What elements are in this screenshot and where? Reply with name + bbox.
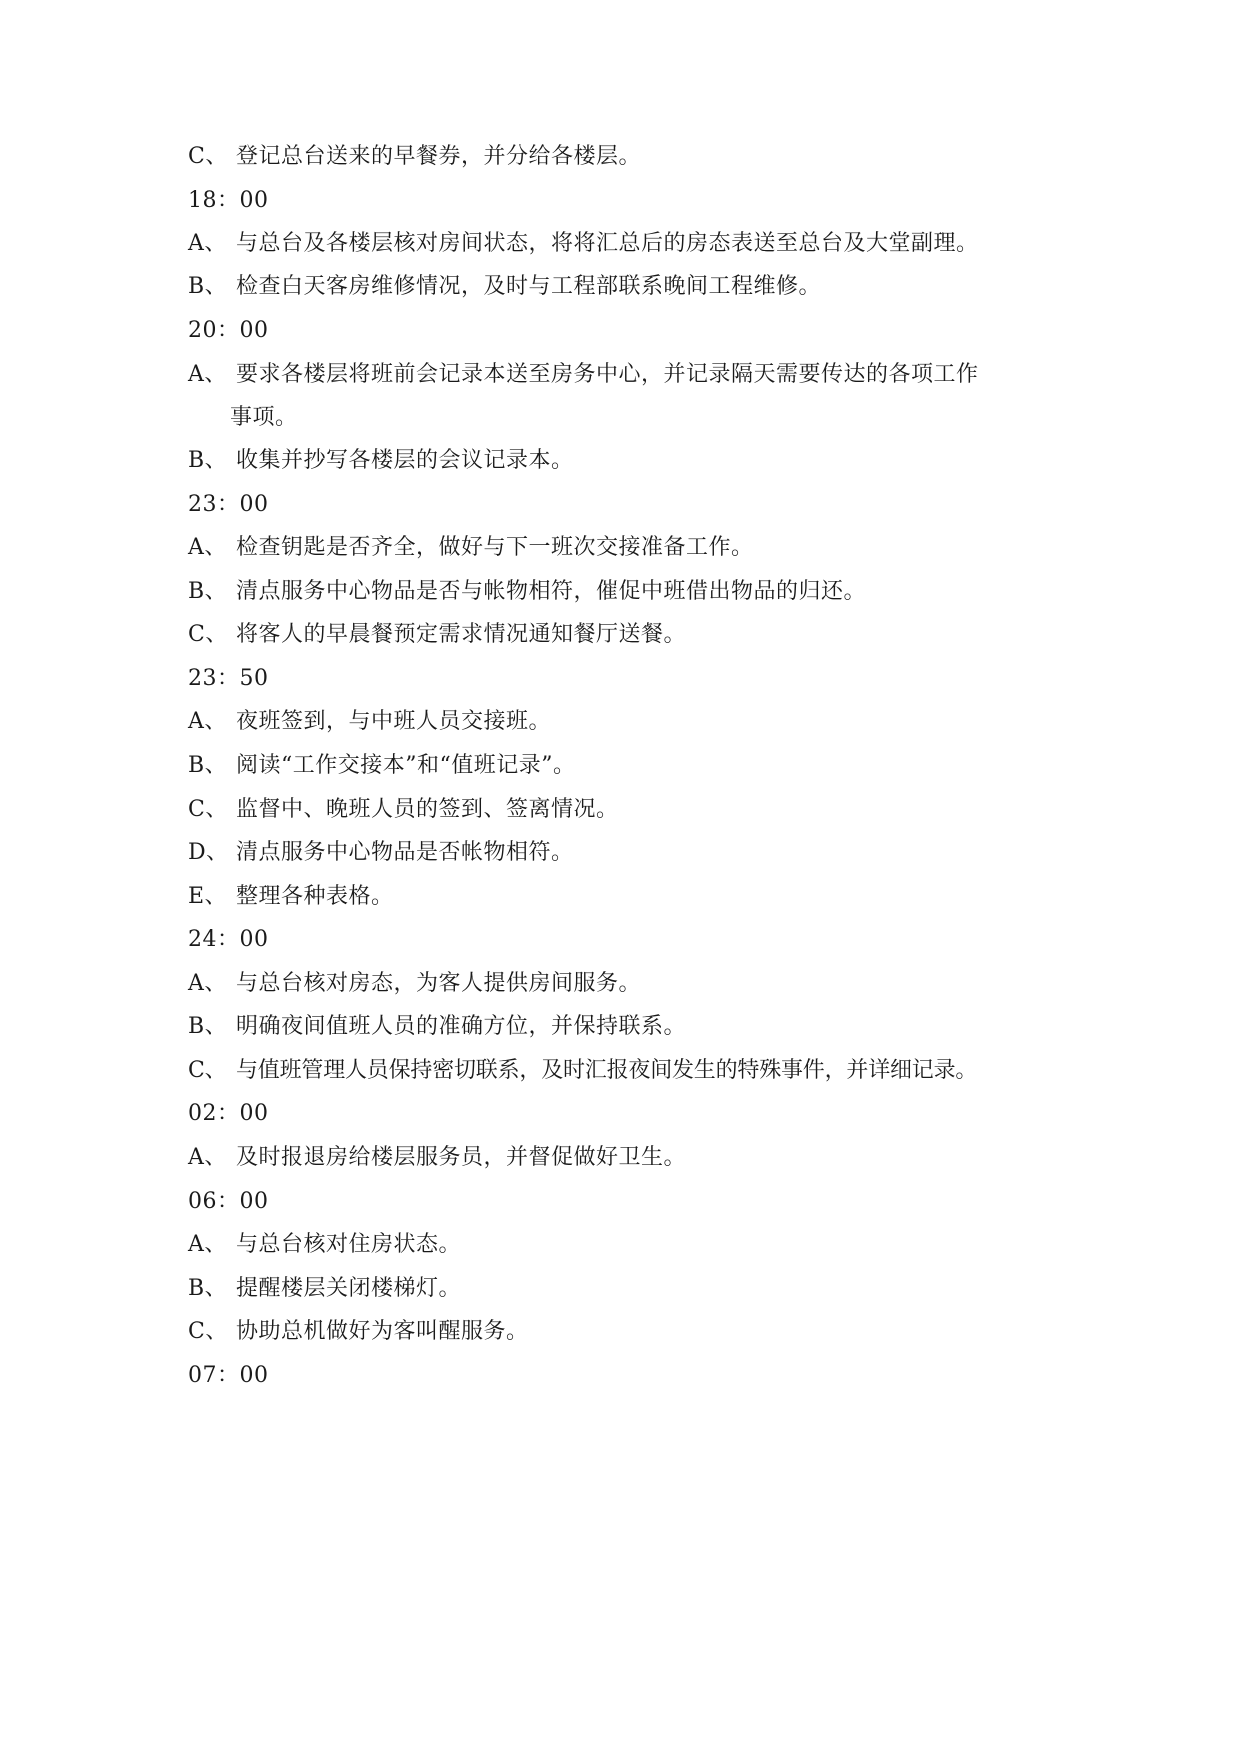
list-item (188, 1274, 1088, 1304)
list-item (188, 1056, 1088, 1086)
item-marker: A、 (188, 231, 227, 256)
item-marker: C、 (188, 1319, 228, 1344)
item-text: 协助总机做好为客叫醒服务。 (236, 1319, 529, 1344)
item-text: 清点服务中心物品是否与帐物相符，催促中班借出物品的归还。 (236, 579, 867, 604)
time-heading: 07：00 (188, 1363, 269, 1388)
item-marker: A、 (188, 1232, 227, 1257)
item-text: 收集并抄写各楼层的会议记录本。 (236, 448, 574, 473)
list-item (188, 838, 1088, 868)
item-text: 将客人的早晨餐预定需求情况通知餐厅送餐。 (236, 622, 687, 647)
item-marker: C、 (188, 622, 228, 647)
item-marker: B、 (188, 753, 228, 778)
list-item (188, 1143, 1088, 1173)
item-text: 整理各种表格。 (236, 884, 394, 909)
item-marker: B、 (188, 448, 228, 473)
time-heading: 23：00 (188, 492, 269, 517)
item-text: 明确夜间值班人员的准确方位，并保持联系。 (236, 1014, 687, 1039)
item-marker: A、 (188, 535, 227, 560)
list-item (188, 1317, 1088, 1347)
time-heading: 06：00 (188, 1189, 269, 1214)
item-text: 监督中、晚班人员的签到、签离情况。 (236, 797, 619, 822)
list-item (188, 446, 1088, 476)
list-item (188, 272, 1088, 302)
item-text: 要求各楼层将班前会记录本送至房务中心，并记录隔天需要传达的各项工作 (236, 362, 979, 387)
list-item (188, 142, 1088, 172)
item-marker: C、 (188, 1058, 227, 1083)
list-item (188, 882, 1088, 912)
item-text: 与总台核对住房状态。 (236, 1232, 462, 1257)
item-text-continuation: 事项。 (230, 405, 298, 430)
item-marker: A、 (188, 1145, 227, 1170)
time-heading: 20：00 (188, 318, 269, 343)
list-item (188, 620, 1088, 650)
item-text: 提醒楼层关闭楼梯灯。 (236, 1276, 462, 1301)
item-text: 检查钥匙是否齐全，做好与下一班次交接准备工作。 (236, 535, 754, 560)
list-item (188, 795, 1088, 825)
item-text: 与总台核对房态，为客人提供房间服务。 (236, 971, 642, 996)
list-item (188, 360, 1088, 390)
list-item (188, 533, 1088, 563)
item-marker: B、 (188, 1276, 228, 1301)
item-marker: B、 (188, 274, 228, 299)
time-heading: 18：00 (188, 188, 269, 213)
item-marker: D、 (188, 840, 229, 865)
item-text: 夜班签到，与中班人员交接班。 (236, 709, 552, 734)
item-text: 及时报退房给楼层服务员，并督促做好卫生。 (236, 1145, 687, 1170)
item-text: 与总台及各楼层核对房间状态，将将汇总后的房态表送至总台及大堂副理。 (236, 231, 979, 256)
item-marker: A、 (188, 971, 227, 996)
item-text: 检查白天客房维修情况，及时与工程部联系晚间工程维修。 (236, 274, 822, 299)
item-text: 阅读“工作交接本”和“值班记录”。 (236, 753, 576, 778)
item-marker: C、 (188, 144, 228, 169)
list-item (188, 577, 1088, 607)
item-marker: A、 (188, 709, 227, 734)
list-item (188, 1230, 1088, 1260)
item-marker: B、 (188, 1014, 228, 1039)
time-heading: 02：00 (188, 1101, 269, 1126)
list-item (188, 751, 1088, 781)
item-marker: E、 (188, 884, 228, 909)
item-marker: B、 (188, 579, 228, 604)
time-heading: 23：50 (188, 666, 269, 691)
time-heading: 24：00 (188, 927, 269, 952)
item-text: 清点服务中心物品是否帐物相符。 (236, 840, 574, 865)
list-item (188, 1012, 1088, 1042)
list-item (188, 707, 1088, 737)
list-item (188, 969, 1088, 999)
item-marker: C、 (188, 797, 228, 822)
item-marker: A、 (188, 362, 227, 387)
item-text: 登记总台送来的早餐券，并分给各楼层。 (236, 144, 642, 169)
list-item (188, 229, 1088, 259)
item-text: 与值班管理人员保持密切联系，及时汇报夜间发生的特殊事件，并详细记录。 (236, 1058, 978, 1083)
